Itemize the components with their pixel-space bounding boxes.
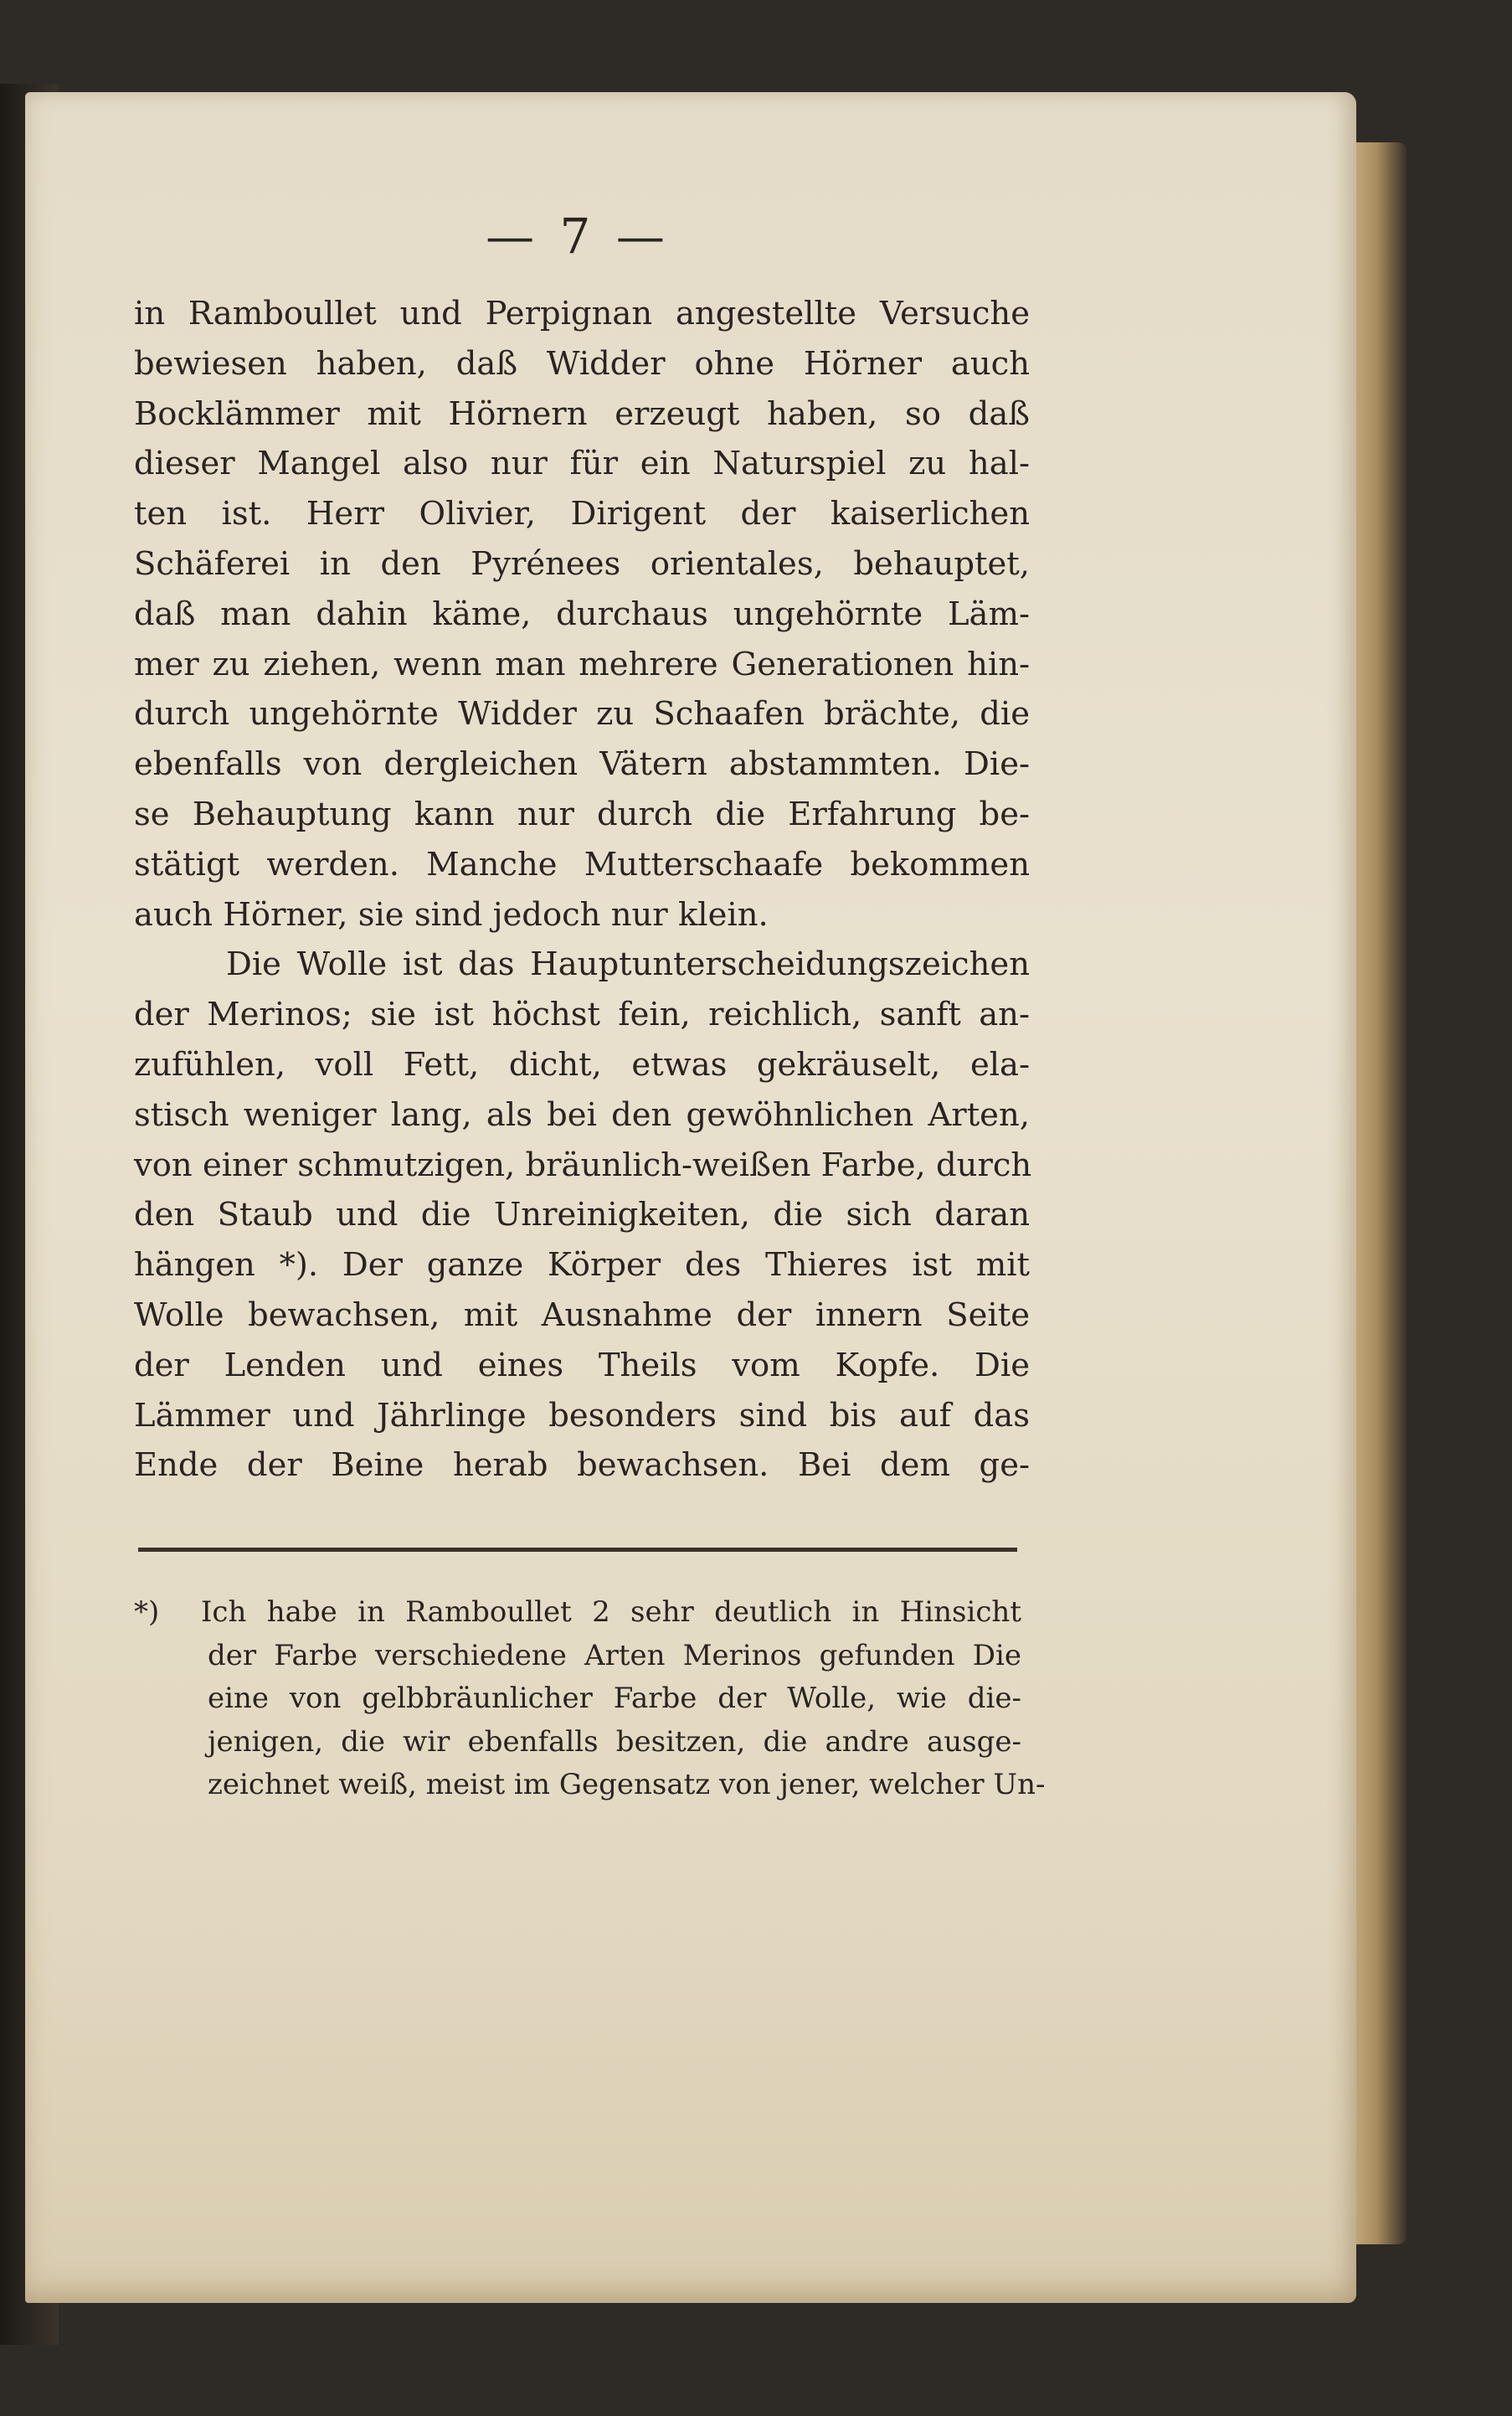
footnote-line: zeichnet weiß, meist im Gegensatz von jener, welcher Un- <box>208 1768 1046 1801</box>
text-line: ebenfalls von dergleichen Vätern abstammten. Die- <box>134 745 1030 784</box>
footnote-line: eine von gelbbräunlicher Farbe der Wolle, wie die- <box>208 1682 1021 1715</box>
text-line: der Lenden und eines Theils vom Kopfe. Die <box>134 1346 1030 1384</box>
text-line: hängen *). Der ganze Körper des Thieres ist mit <box>134 1246 1030 1285</box>
footnote-line: der Farbe verschiedene Arten Merinos gefunden Die <box>208 1638 1021 1672</box>
text-line: auch Hörner, sie sind jedoch nur klein. <box>134 895 769 934</box>
text-line: stisch weniger lang, als bei den gewöhnlichen Arten, <box>134 1095 1030 1134</box>
text-line: dieser Mangel also nur für ein Naturspiel zu hal- <box>134 445 1030 483</box>
text-line: zufühlen, voll Fett, dicht, etwas gekräuselt, ela- <box>134 1045 1030 1084</box>
footnote <box>134 1591 1046 1807</box>
text-line: der Merinos; sie ist höchst fein, reichlich, sanft an- <box>134 996 1030 1034</box>
footnote-line: jenigen, die wir ebenfalls besitzen, die andre ausge- <box>208 1724 1021 1759</box>
text-line: in Ramboullet und Perpignan angestellte Versuche <box>134 295 1030 332</box>
text-line: Bocklämmer mit Hörnern erzeugt haben, so daß <box>134 394 1030 433</box>
text-line: Die Wolle ist das Hauptunterscheidungszeichen <box>226 945 1030 984</box>
text-line: stätigt werden. Manche Mutterschaafe bekommen <box>134 845 1030 883</box>
text-line: Ende der Beine herab bewachsen. Bei dem ge- <box>134 1446 1030 1485</box>
footnote-marker: *) <box>134 1595 160 1629</box>
text-line: se Behauptung kann nur durch die Erfahrung be- <box>134 795 1030 833</box>
page-number: — 7 — <box>486 208 670 265</box>
text-line: Wolle bewachsen, mit Ausnahme der innern Seite <box>134 1296 1030 1334</box>
footnote-divider <box>138 1548 1017 1552</box>
text-line: durch ungehörnte Widder zu Schaafen brächte, die <box>134 695 1030 734</box>
footnote-text: Ich habe in Ramboullet 2 sehr deutlich in Hinsicht <box>201 1595 1021 1629</box>
text-line: von einer schmutzigen, bräunlich-weißen Farbe, durch <box>134 1146 1032 1184</box>
text-line: Lämmer und Jährlinge besonders sind bis auf das <box>134 1396 1030 1435</box>
text-line: bewiesen haben, daß Widder ohne Hörner auch <box>134 344 1030 383</box>
text-line: ten ist. Herr Olivier, Dirigent der kaiserlichen <box>134 495 1030 533</box>
text-line: mer zu ziehen, wenn man mehrere Generationen hin- <box>134 645 1030 683</box>
text-line: daß man dahin käme, durchaus ungehörnte Läm- <box>134 595 1030 633</box>
footnote-line <box>134 1591 1021 1635</box>
text-line: den Staub und die Unreinigkeiten, die sich daran <box>134 1196 1030 1234</box>
text-line: Schäferei in den Pyrénees orientales, behauptet, <box>134 544 1030 583</box>
body-text <box>134 289 1030 1491</box>
